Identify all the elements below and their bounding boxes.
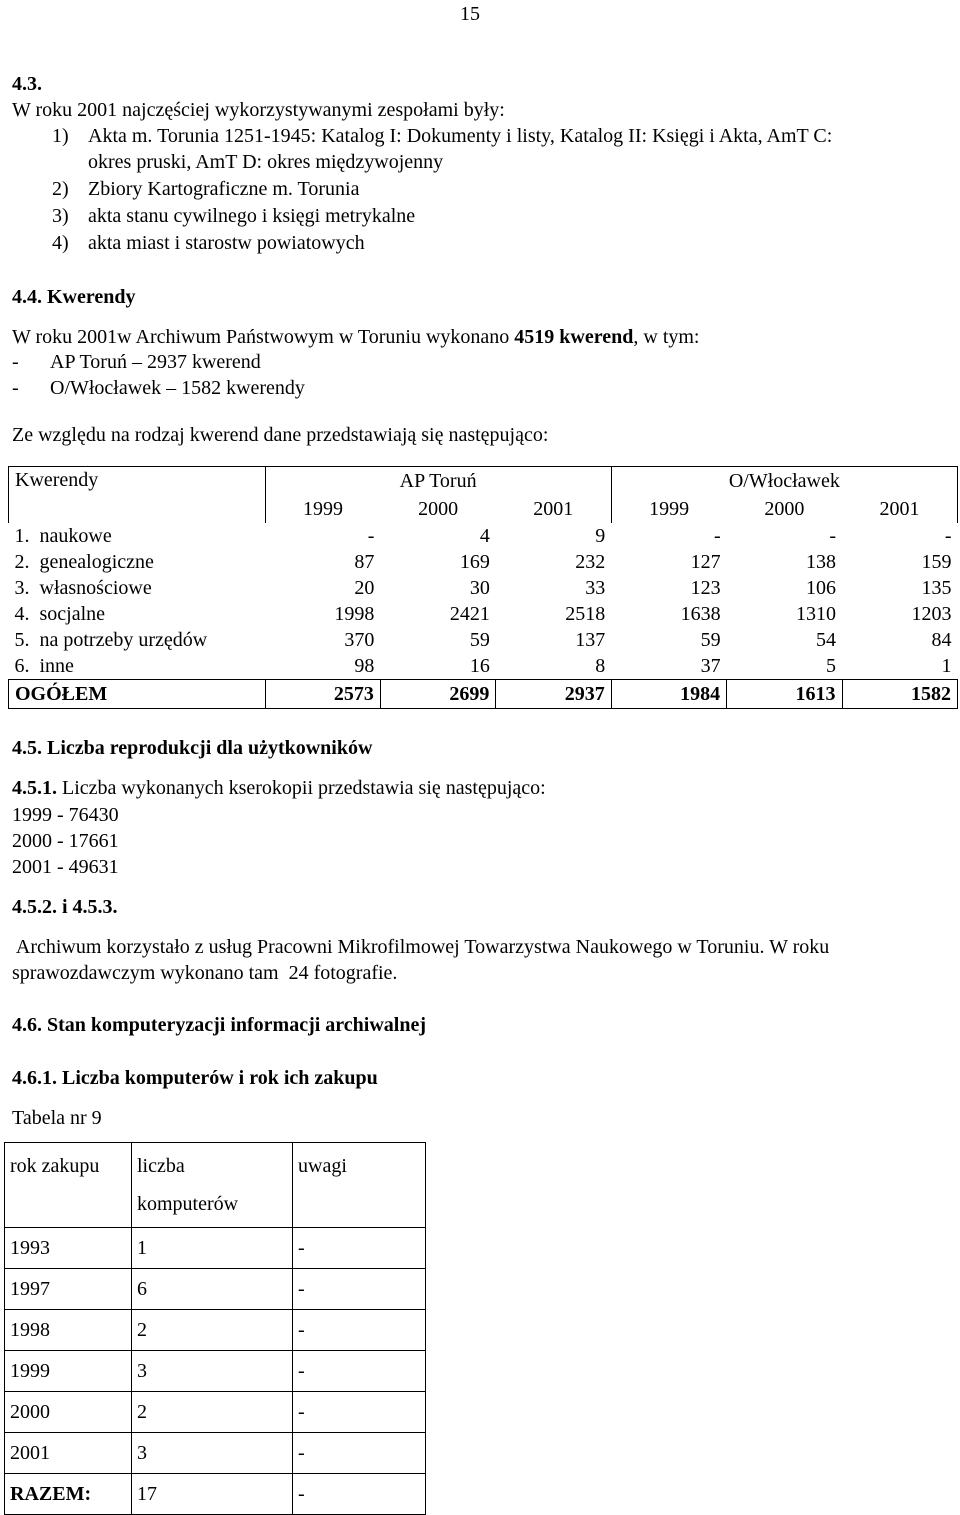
note-cell: - (293, 1392, 426, 1433)
bullet-dash: - (12, 351, 19, 373)
cell: 30 (469, 577, 490, 599)
note-cell: - (293, 1269, 426, 1310)
section-4-6-1-heading: 4.6.1. Liczba komputerów i rok ich zakupu (12, 1067, 378, 1089)
bullet-item (12, 350, 261, 374)
table-row (5, 1310, 426, 1351)
list-item-text: Zbiory Kartograficzne m. Torunia (88, 178, 360, 200)
year-cell: 2001 (5, 1433, 132, 1474)
subsection-text: Liczba wykonanych kserokopii przedstawia się następująco: (57, 777, 546, 799)
cell: 2518 (565, 603, 606, 625)
total-label: OGÓŁEM (9, 680, 266, 709)
total-note: - (293, 1474, 426, 1515)
column-header-year: rok zakupu (5, 1143, 132, 1228)
table-row (9, 549, 958, 575)
count-cell: 1 (132, 1228, 293, 1269)
copy-count-line: 2000 - 17661 (12, 830, 119, 852)
section-4-3-intro: W roku 2001 najczęściej wykorzystywanymi zespołami były: (12, 99, 505, 121)
cell: 5 (826, 655, 837, 677)
year-header: 2001 (496, 495, 611, 523)
cell: 20 (354, 577, 375, 599)
section-4-3-heading: 4.3. (12, 73, 42, 95)
year-header: 1999 (302, 498, 343, 520)
cell: - (829, 525, 837, 547)
cell: - (713, 525, 721, 547)
row-label: 2. genealogiczne (14, 551, 154, 573)
list-item-text: Akta m. Torunia 1251-1945: Katalog I: Dokumenty i listy, Katalog II: Księgi i Akta, AmT C: (88, 125, 833, 147)
note-cell: - (293, 1433, 426, 1474)
cell: 1638 (680, 603, 721, 625)
year-header: 1999 (649, 498, 690, 520)
list-item (52, 177, 359, 201)
list-item-number: 4) (52, 232, 69, 254)
table-row (9, 627, 958, 653)
cell: 1203 (911, 603, 952, 625)
year-header: 2001 (842, 495, 957, 523)
count-cell: 3 (132, 1351, 293, 1392)
section-4-4-heading: 4.4. Kwerendy (12, 286, 136, 308)
cell: 138 (806, 551, 837, 573)
column-header-count-line1: liczba (137, 1155, 185, 1177)
table-caption: Tabela nr 9 (12, 1107, 102, 1129)
cell: 59 (469, 629, 490, 651)
year-cell: 1997 (5, 1269, 132, 1310)
total-count: 17 (132, 1474, 293, 1515)
list-item-text: akta stanu cywilnego i księgi metrykalne (88, 205, 416, 227)
kwerendy-summary-text: W roku 2001w Archiwum Państwowym w Toruniu wykonano (12, 326, 510, 348)
cell: 135 (921, 577, 952, 599)
year-cell: 1993 (5, 1228, 132, 1269)
bullet-item (12, 376, 305, 400)
list-item-text: akta miast i starostw powiatowych (88, 232, 365, 254)
note-cell: - (293, 1228, 426, 1269)
year-cell: 2000 (5, 1392, 132, 1433)
cell: 232 (575, 551, 606, 573)
total-label: RAZEM: (5, 1474, 132, 1515)
table-header-row (9, 467, 958, 496)
list-item-continuation: okres pruski, AmT D: okres międzywojenny (88, 151, 444, 173)
count-cell: 2 (132, 1392, 293, 1433)
cell: 59 (700, 629, 721, 651)
row-label: 1. naukowe (14, 525, 112, 547)
group-header-o-wloclawek: O/Włocławek (611, 467, 957, 496)
bullet-dash: - (12, 377, 19, 399)
cell: 1310 (796, 603, 837, 625)
column-header-count (132, 1143, 293, 1228)
kwerendy-summary-tail: , w tym: (633, 326, 700, 348)
year-header: 2000 (418, 498, 459, 520)
list-item (52, 231, 365, 255)
group-header-ap-torun: AP Toruń (265, 467, 611, 496)
cell: 4 (479, 525, 490, 547)
copy-count-line: 2001 - 49631 (12, 856, 119, 878)
total-cell: 1984 (611, 680, 726, 709)
cell: 370 (344, 629, 375, 651)
cell: 106 (806, 577, 837, 599)
column-header-count-line2: komputerów (137, 1193, 239, 1215)
kwerendy-summary (12, 325, 700, 349)
year-header: 2000 (764, 498, 805, 520)
cell: 159 (921, 551, 952, 573)
table-row (9, 653, 958, 680)
row-label: 3. własnościowe (14, 577, 152, 599)
section-4-5-1 (12, 776, 546, 800)
table-total-row (5, 1474, 426, 1515)
table-row (5, 1392, 426, 1433)
year-cell: 1999 (5, 1351, 132, 1392)
computers-table (4, 1142, 426, 1515)
cell: 2421 (449, 603, 490, 625)
bullet-text: O/Włocławek – 1582 kwerendy (50, 377, 305, 399)
cell: - (944, 525, 952, 547)
note-cell: - (293, 1351, 426, 1392)
note-cell: - (293, 1310, 426, 1351)
cell: 37 (700, 655, 721, 677)
total-cell: 2573 (265, 680, 380, 709)
list-item (52, 124, 832, 148)
bullet-text: AP Toruń – 2937 kwerend (50, 351, 261, 373)
table-header-row (5, 1143, 426, 1228)
cell: 98 (354, 655, 375, 677)
row-label: 5. na potrzeby urzędów (14, 629, 208, 651)
year-cell: 1998 (5, 1310, 132, 1351)
kwerendy-intro: Ze względu na rodzaj kwerend dane przedstawiają się następująco: (12, 424, 549, 446)
total-cell: 1613 (727, 680, 842, 709)
table-row (5, 1228, 426, 1269)
table-row (5, 1351, 426, 1392)
cell: 9 (595, 525, 606, 547)
list-item-number: 3) (52, 205, 69, 227)
kwerendy-total: 4519 kwerend (514, 326, 634, 348)
cell: 1 (941, 655, 952, 677)
total-cell: 2699 (380, 680, 495, 709)
cell: 127 (690, 551, 721, 573)
column-header-notes: uwagi (293, 1143, 426, 1228)
list-item-number: 1) (52, 125, 69, 147)
section-4-5-heading: 4.5. Liczba reprodukcji dla użytkowników (12, 737, 373, 759)
copy-count-line: 1999 - 76430 (12, 804, 119, 826)
cell: 87 (354, 551, 375, 573)
count-cell: 3 (132, 1433, 293, 1474)
section-4-5-2-heading: 4.5.2. i 4.5.3. (12, 896, 118, 918)
cell: 8 (595, 655, 606, 677)
cell: 1998 (334, 603, 375, 625)
cell: 84 (931, 629, 952, 651)
cell: 169 (459, 551, 490, 573)
column-header-kwerendy: Kwerendy (9, 467, 266, 524)
cell: 123 (690, 577, 721, 599)
count-cell: 6 (132, 1269, 293, 1310)
section-4-6-heading: 4.6. Stan komputeryzacji informacji archiwalnej (12, 1014, 427, 1036)
microfilm-paragraph-line: sprawozdawczym wykonano tam 24 fotografie. (12, 962, 398, 984)
cell: 16 (469, 655, 490, 677)
count-cell: 2 (132, 1310, 293, 1351)
subsection-number: 4.5.1. (12, 777, 57, 799)
row-label: 4. socjalne (14, 603, 106, 625)
table-row (9, 575, 958, 601)
cell: 137 (575, 629, 606, 651)
kwerendy-table (8, 466, 958, 709)
total-cell: 2937 (496, 680, 611, 709)
total-cell: 1582 (842, 680, 957, 709)
list-item-number: 2) (52, 178, 69, 200)
table-row (9, 523, 958, 549)
page-number: 15 (460, 3, 480, 25)
table-row (9, 601, 958, 627)
cell: - (367, 525, 375, 547)
cell: 54 (816, 629, 837, 651)
row-label: 6. inne (14, 655, 74, 677)
list-item (52, 204, 415, 228)
microfilm-paragraph-line: Archiwum korzystało z usług Pracowni Mikrofilmowej Towarzystwa Naukowego w Toruniu. W roku (12, 936, 830, 958)
table-row (5, 1269, 426, 1310)
cell: 33 (585, 577, 606, 599)
table-row (5, 1433, 426, 1474)
table-total-row (9, 680, 958, 709)
